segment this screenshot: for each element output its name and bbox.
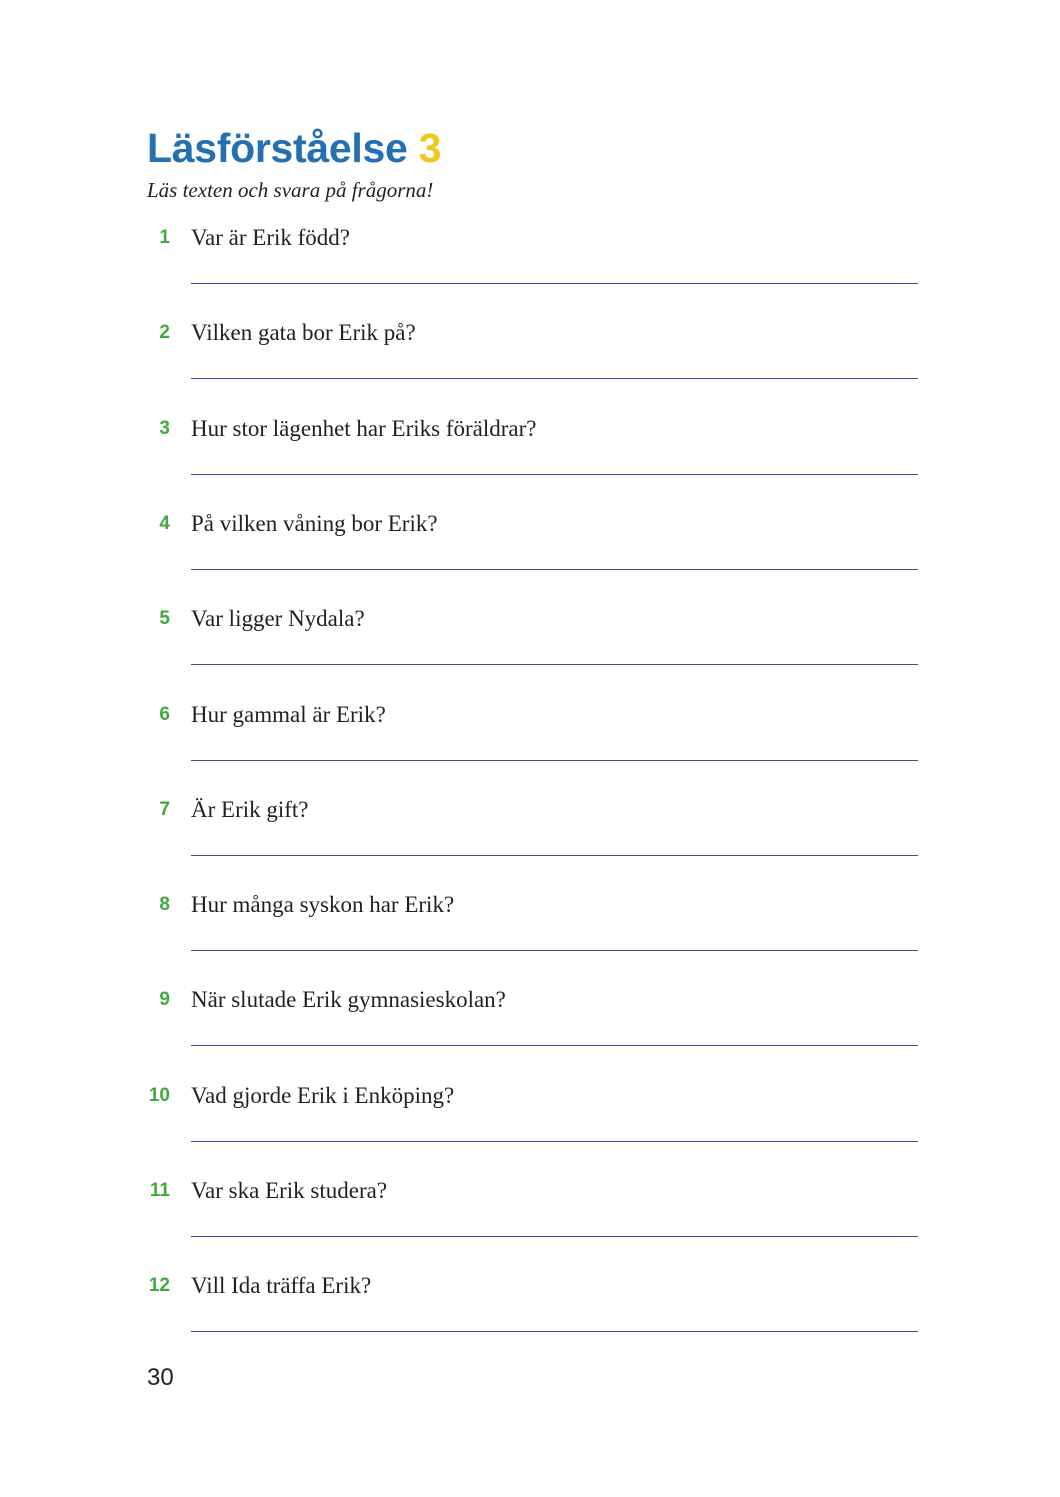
answer-line[interactable]: [191, 950, 918, 951]
question-item: [0, 1175, 1060, 1270]
question-number: 7: [159, 799, 170, 820]
question-item: [0, 1080, 1060, 1175]
question-number: 10: [148, 1085, 170, 1106]
answer-line[interactable]: [191, 1045, 918, 1046]
question-number: 9: [159, 989, 170, 1010]
question-number: 2: [159, 322, 170, 343]
answer-line[interactable]: [191, 569, 918, 570]
question-text: Är Erik gift?: [191, 797, 309, 822]
answer-line[interactable]: [191, 474, 918, 475]
answer-line[interactable]: [191, 664, 918, 665]
question-text: Hur gammal är Erik?: [191, 702, 386, 727]
question-text: På vilken våning bor Erik?: [191, 511, 438, 536]
question-number: 1: [159, 227, 170, 248]
answer-line[interactable]: [191, 1331, 918, 1332]
question-item: [0, 317, 1060, 412]
question-text: Vill Ida träffa Erik?: [191, 1273, 372, 1298]
question-number: 3: [159, 418, 170, 439]
question-item: [0, 1270, 1060, 1365]
answer-line[interactable]: [191, 1141, 918, 1142]
question-item: [0, 222, 1060, 317]
instruction-text: Läs texten och svara på frågorna!: [147, 178, 434, 202]
answer-line[interactable]: [191, 283, 918, 284]
answer-line[interactable]: [191, 378, 918, 379]
question-item: [0, 413, 1060, 508]
question-item: [0, 508, 1060, 603]
question-text: Var ska Erik studera?: [191, 1178, 388, 1203]
answer-line[interactable]: [191, 1236, 918, 1237]
question-text: Var ligger Nydala?: [191, 606, 365, 631]
answer-line[interactable]: [191, 855, 918, 856]
question-number: 4: [159, 513, 170, 534]
question-number: 6: [159, 704, 170, 725]
question-number: 12: [148, 1275, 170, 1296]
question-text: När slutade Erik gymnasieskolan?: [191, 987, 506, 1012]
title-text: Läsförståelse: [147, 125, 408, 171]
question-text: Hur stor lägenhet har Eriks föräldrar?: [191, 416, 537, 441]
question-number: 5: [159, 608, 170, 629]
question-number: 11: [149, 1180, 170, 1201]
question-text: Var är Erik född?: [191, 225, 351, 250]
question-item: [0, 603, 1060, 698]
title-number: 3: [418, 125, 442, 171]
question-number: 8: [159, 894, 170, 915]
question-text: Hur många syskon har Erik?: [191, 892, 455, 917]
question-item: [0, 889, 1060, 984]
question-text: Vilken gata bor Erik på?: [191, 320, 416, 345]
question-item: [0, 699, 1060, 794]
page-number: 30: [147, 1364, 174, 1391]
question-item: [0, 794, 1060, 889]
question-item: [0, 984, 1060, 1079]
answer-line[interactable]: [191, 760, 918, 761]
question-text: Vad gjorde Erik i Enköping?: [191, 1083, 455, 1108]
